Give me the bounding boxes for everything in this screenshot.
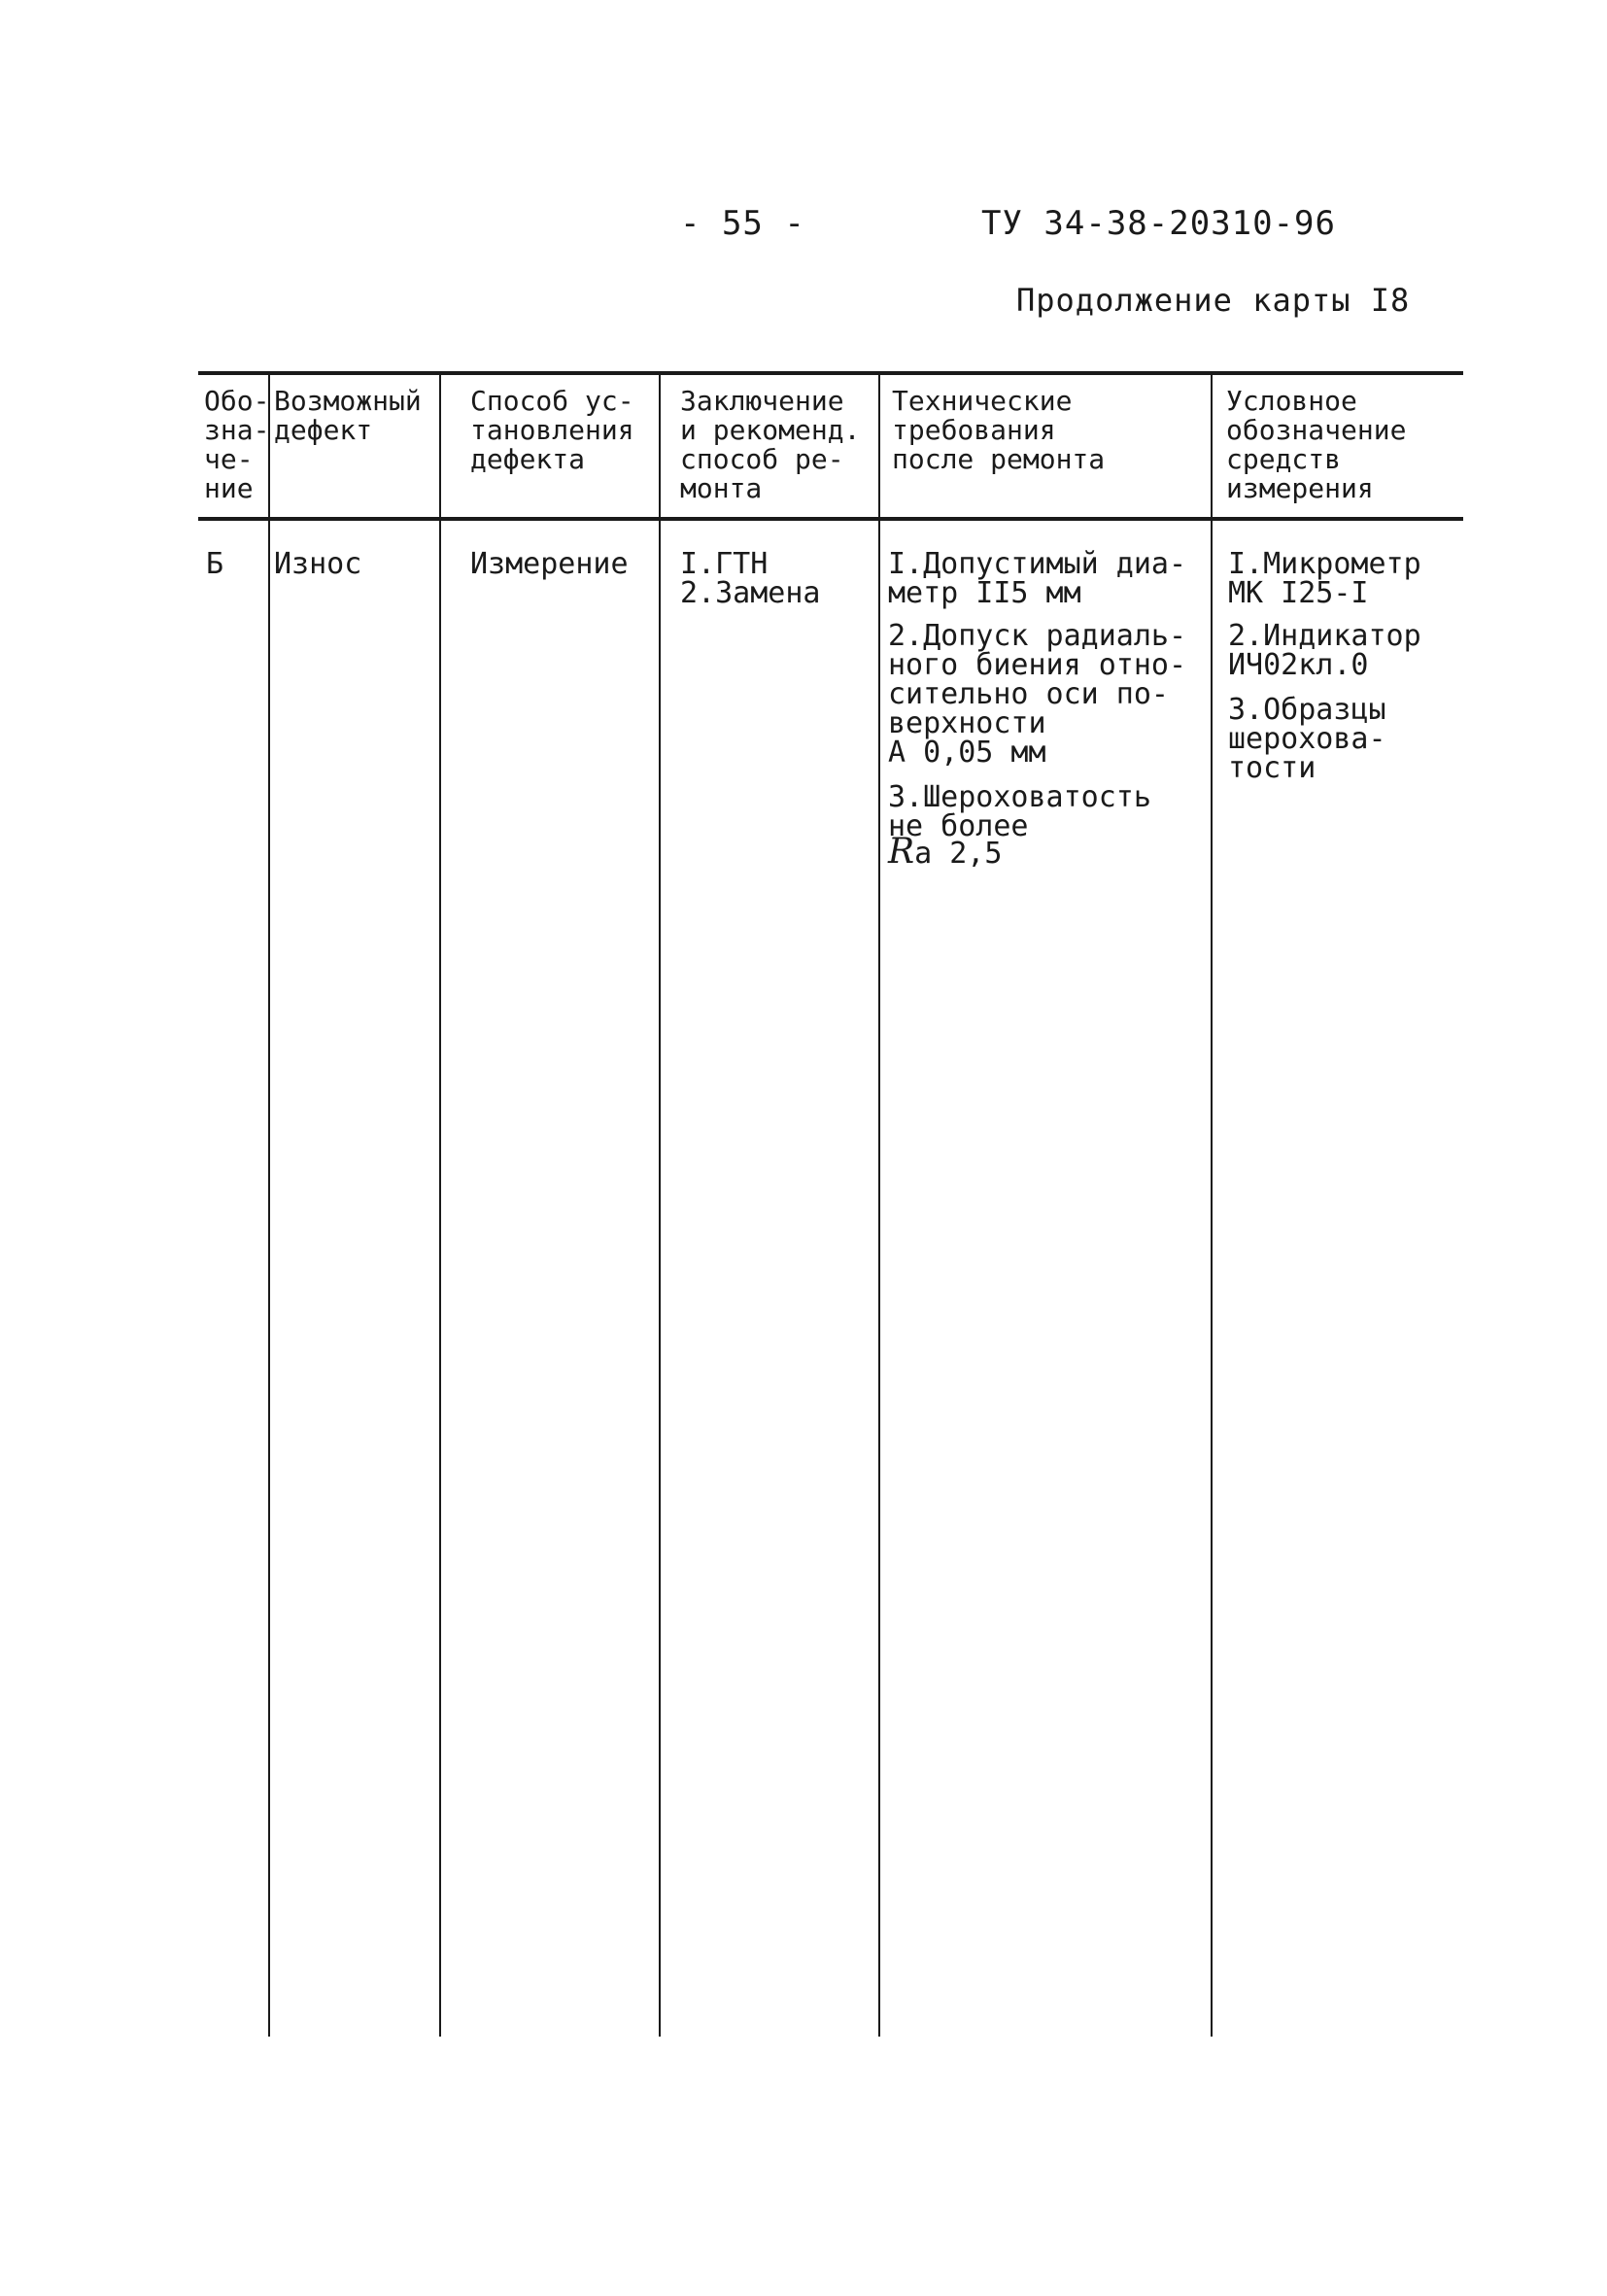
column-divider xyxy=(268,373,270,2037)
row-designation: Б xyxy=(206,547,224,581)
instrument-item: I.Микрометр МК I25-I xyxy=(1228,547,1421,610)
column-divider xyxy=(659,373,661,2037)
column-divider xyxy=(439,373,441,2037)
requirement-item: I.Допустимый диа- метр II5 мм xyxy=(888,547,1187,610)
row-method: Измерение xyxy=(470,547,629,581)
document-code: ТУ 34-38-20310-96 xyxy=(981,204,1336,243)
roughness-number: а 2,5 xyxy=(914,837,1003,871)
instrument-item: 3.Образцы шерохова- тости xyxy=(1228,693,1386,785)
header-detection-method: Способ ус- тановления дефекта xyxy=(470,385,634,475)
header-conclusion: Заключение и рекоменд. способ ре- монта xyxy=(680,385,861,504)
header-requirements: Технические требования после ремонта xyxy=(892,385,1106,475)
row-defect: Износ xyxy=(274,547,362,581)
requirement-item: 3.Шероховатость не более xyxy=(888,780,1151,843)
instrument-item: 2.Индикатор ИЧ02кл.0 xyxy=(1228,619,1421,682)
column-divider xyxy=(878,373,880,2037)
table-header-rule xyxy=(198,517,1463,521)
header-possible-defect: Возможный дефект xyxy=(274,385,422,446)
page-number: - 55 - xyxy=(680,204,805,243)
column-divider xyxy=(1211,373,1213,2037)
header-designation: Обо- зна- че- ние xyxy=(204,385,270,504)
roughness-symbol: R xyxy=(888,832,915,872)
header-instruments: Условное обозначение средств измерения xyxy=(1226,385,1407,504)
roughness-value xyxy=(888,832,1003,872)
table-top-rule xyxy=(198,371,1463,375)
continuation-title: Продолжение карты I8 xyxy=(1016,282,1411,319)
row-conclusion: I.ГТН 2.Замена xyxy=(680,547,821,610)
requirement-item: 2.Допуск радиаль- ного биения отно- сительно оси по- верхности А 0,05 мм xyxy=(888,619,1187,770)
